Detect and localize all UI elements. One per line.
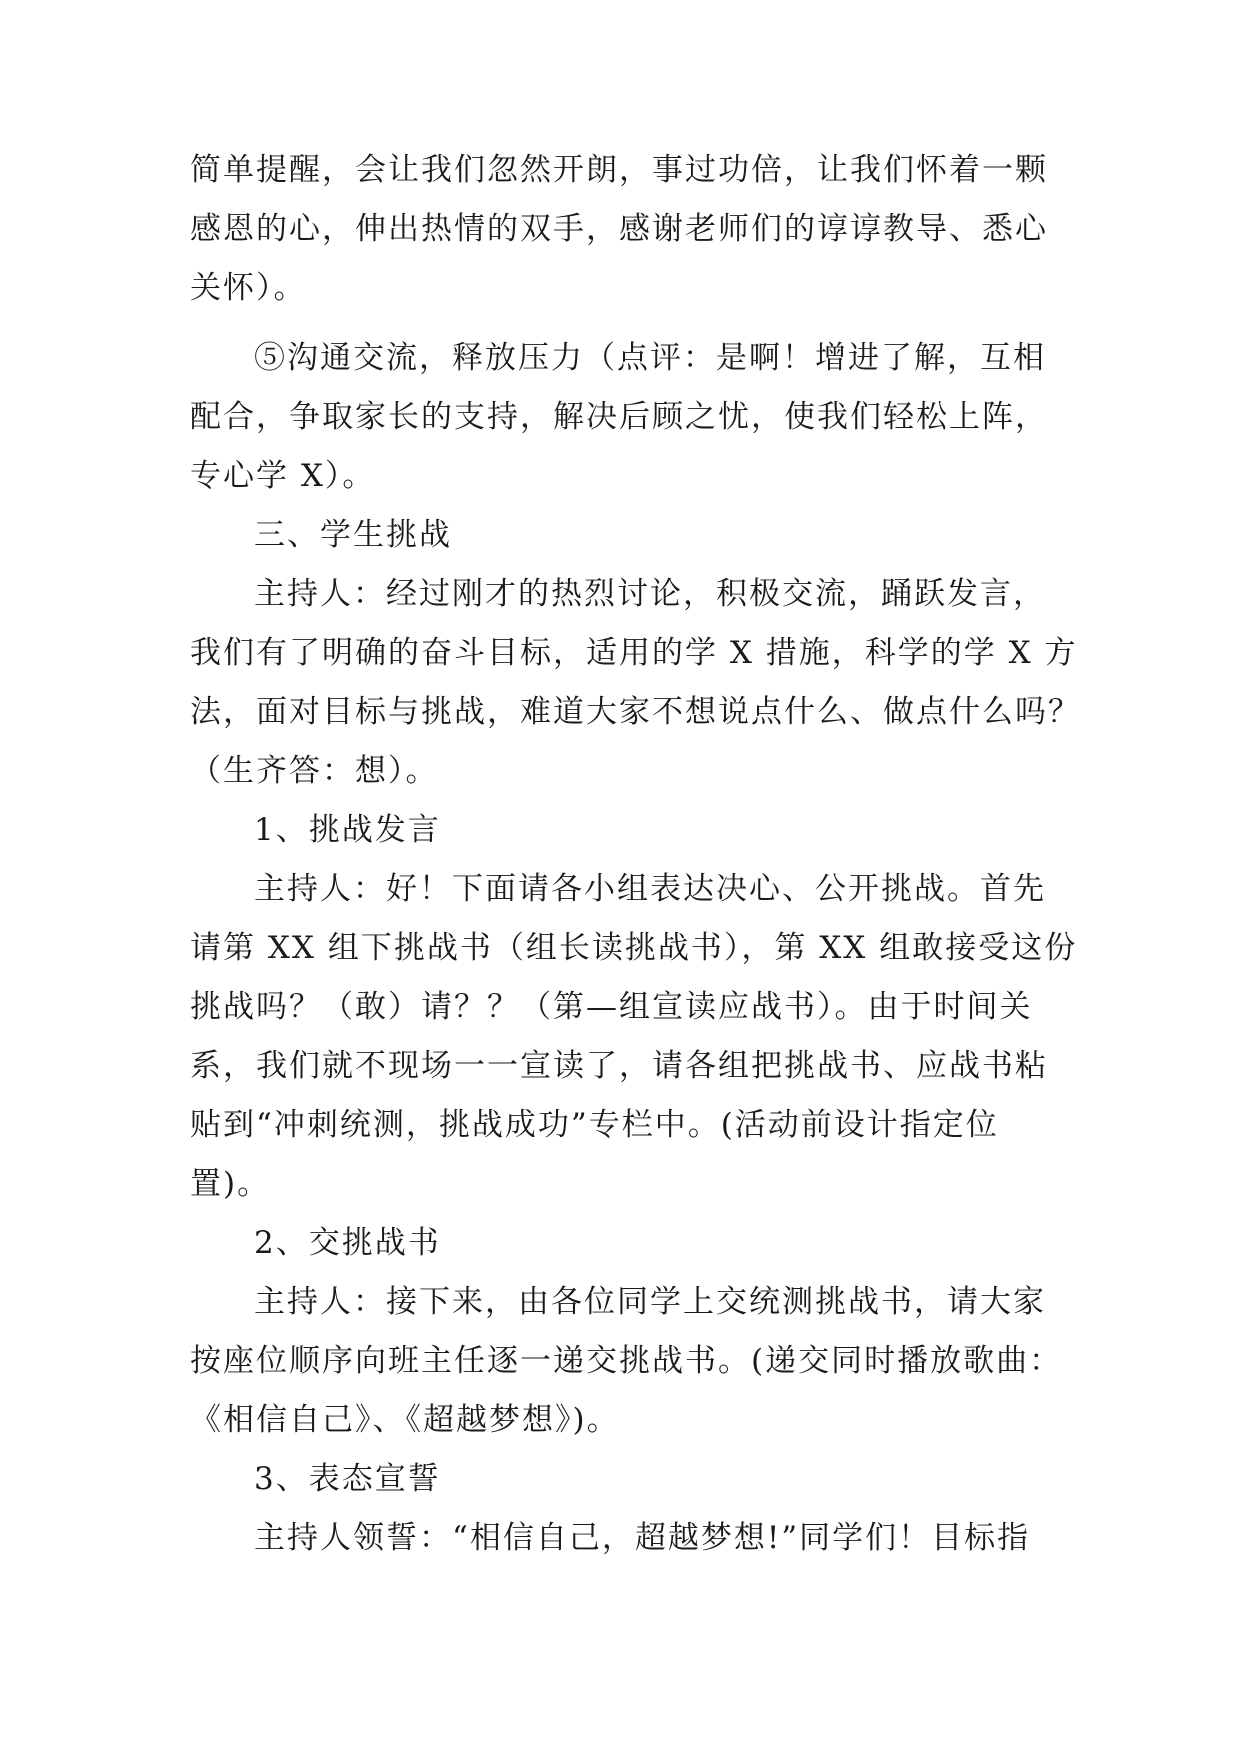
- subsection-heading: 2、交挑战书: [254, 1225, 441, 1261]
- text-line: 主持人：接下来，由各位同学上交统测挑战书，请大家: [254, 1284, 1046, 1320]
- text-line: ⑤沟通交流，释放压力（点评：是啊！增进了解，互相: [254, 340, 1046, 376]
- text-line: 主持人：经过刚才的热烈讨论，积极交流，踊跃发言，: [254, 576, 1046, 612]
- text-line: 主持人：好！下面请各小组表达决心、公开挑战。首先: [254, 871, 1046, 907]
- text-line: 按座位顺序向班主任逐一递交挑战书。(递交同时播放歌曲：: [190, 1343, 1063, 1379]
- text-line: 《相信自己》、《超越梦想》)。: [190, 1402, 620, 1438]
- text-line: 请第 XX 组下挑战书（组长读挑战书），第 XX 组敢接受这份: [190, 930, 1078, 966]
- text-line: 主持人领誓：“相信自己，超越梦想!”同学们！目标指: [254, 1520, 1031, 1556]
- text-line: 法，面对目标与挑战，难道大家不想说点什么、做点什么吗？: [190, 694, 1081, 730]
- section-heading: 三、学生挑战: [254, 517, 452, 553]
- text-line: 简单提醒，会让我们忽然开朗，事过功倍，让我们怀着一颗: [190, 152, 1048, 188]
- text-line: 关怀）。: [190, 270, 307, 306]
- text-line: 我们有了明确的奋斗目标，适用的学 X 措施，科学的学 X 方: [190, 635, 1078, 671]
- text-line: 贴到“冲刺统测，挑战成功”专栏中。(活动前设计指定位: [190, 1107, 999, 1143]
- text-line: 感恩的心，伸出热情的双手，感谢老师们的谆谆教导、悉心: [190, 211, 1048, 247]
- text-line: 挑战吗？（敢）请？？（第—组宣读应战书）。由于时间关: [190, 989, 1033, 1025]
- text-line: 置)。: [190, 1166, 271, 1202]
- text-line: （生齐答：想）。: [190, 753, 439, 789]
- text-line: 专心学 X）。: [190, 458, 376, 494]
- text-line: 配合，争取家长的支持，解决后顾之忧，使我们轻松上阵，: [190, 399, 1048, 435]
- subsection-heading: 1、挑战发言: [254, 812, 441, 848]
- text-line: 系，我们就不现场一一宣读了，请各组把挑战书、应战书粘: [190, 1048, 1048, 1084]
- subsection-heading: 3、表态宣誓: [254, 1461, 441, 1497]
